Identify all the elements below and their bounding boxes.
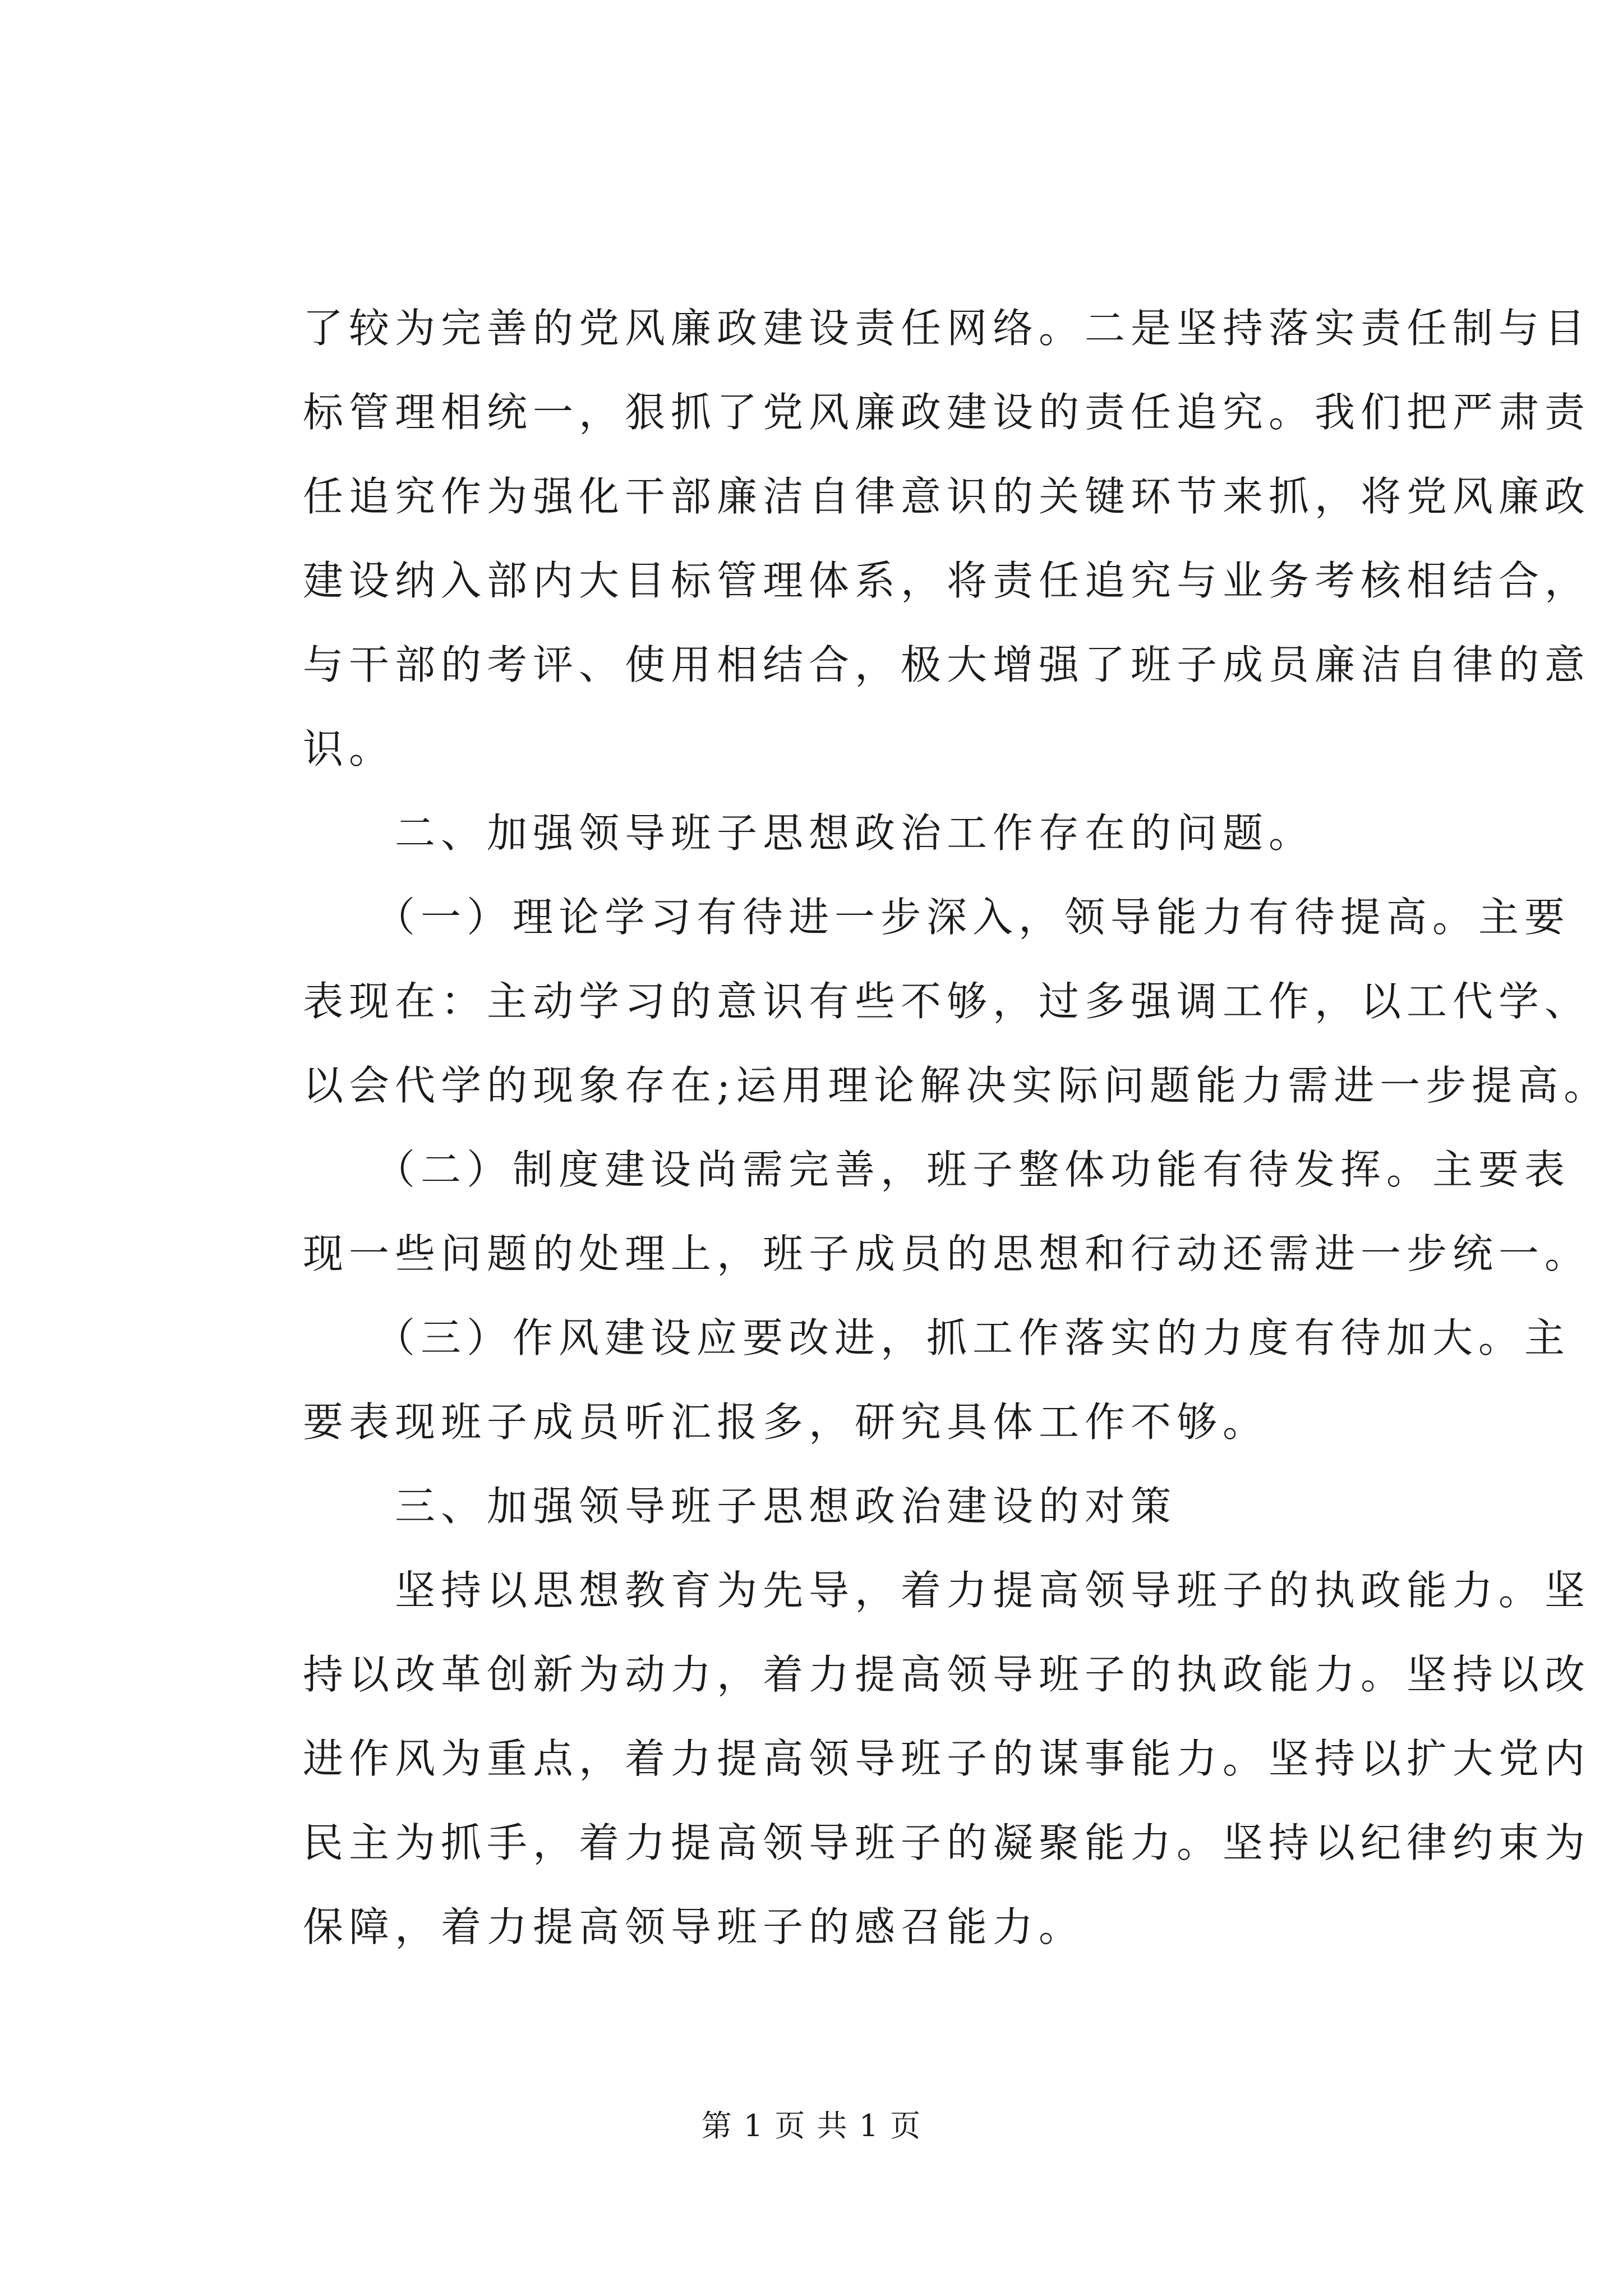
body-line-19: 民主为抓手，着力提高领导班子的凝聚能力。坚持以纪律约束为: [303, 1819, 1591, 1866]
body-line-14: 要表现班子成员听汇报多，研究具体工作不够。: [303, 1398, 1269, 1446]
body-line-6: 识。: [303, 725, 395, 772]
body-line-17: 持以改革创新为动力，着力提高领导班子的执政能力。坚持以改: [303, 1651, 1591, 1698]
body-line-10: 以会代学的现象存在;运用理论解决实际问题能力需进一步提高。: [303, 1062, 1610, 1109]
body-line-3: 任追究作为强化干部廉洁自律意识的关键环节来抓，将党风廉政: [303, 473, 1591, 520]
body-line-16: 坚持以思想教育为先导，着力提高领导班子的执政能力。坚: [303, 1567, 1591, 1614]
body-line-11: （二）制度建设尚需完善，班子整体功能有待发挥。主要表: [303, 1146, 1571, 1193]
body-line-9: 表现在：主动学习的意识有些不够，过多强调工作，以工代学、: [303, 978, 1591, 1025]
body-line-13: （三）作风建设应要改进，抓工作落实的力度有待加大。主: [303, 1314, 1571, 1361]
body-line-4: 建设纳入部内大目标管理体系，将责任追究与业务考核相结合，: [303, 557, 1591, 604]
section-heading-3: 三、加强领导班子思想政治建设的对策: [303, 1483, 1177, 1530]
body-line-2: 标管理相统一，狠抓了党风廉政建设的责任追究。我们把严肃责: [303, 389, 1591, 436]
section-heading-2: 二、加强领导班子思想政治工作存在的问题。: [303, 809, 1315, 857]
page-footer: 第 1 页 共 1 页: [701, 2108, 922, 2143]
body-line-20: 保障，着力提高领导班子的感召能力。: [303, 1903, 1085, 1950]
body-line-18: 进作风为重点，着力提高领导班子的谋事能力。坚持以扩大党内: [303, 1735, 1591, 1782]
body-line-5: 与干部的考评、使用相结合，极大增强了班子成员廉洁自律的意: [303, 641, 1591, 688]
body-line-1: 了较为完善的党风廉政建设责任网络。二是坚持落实责任制与目: [303, 305, 1591, 352]
body-line-12: 现一些问题的处理上，班子成员的思想和行动还需进一步统一。: [303, 1230, 1591, 1277]
body-line-8: （一）理论学习有待进一步深入，领导能力有待提高。主要: [303, 894, 1571, 941]
